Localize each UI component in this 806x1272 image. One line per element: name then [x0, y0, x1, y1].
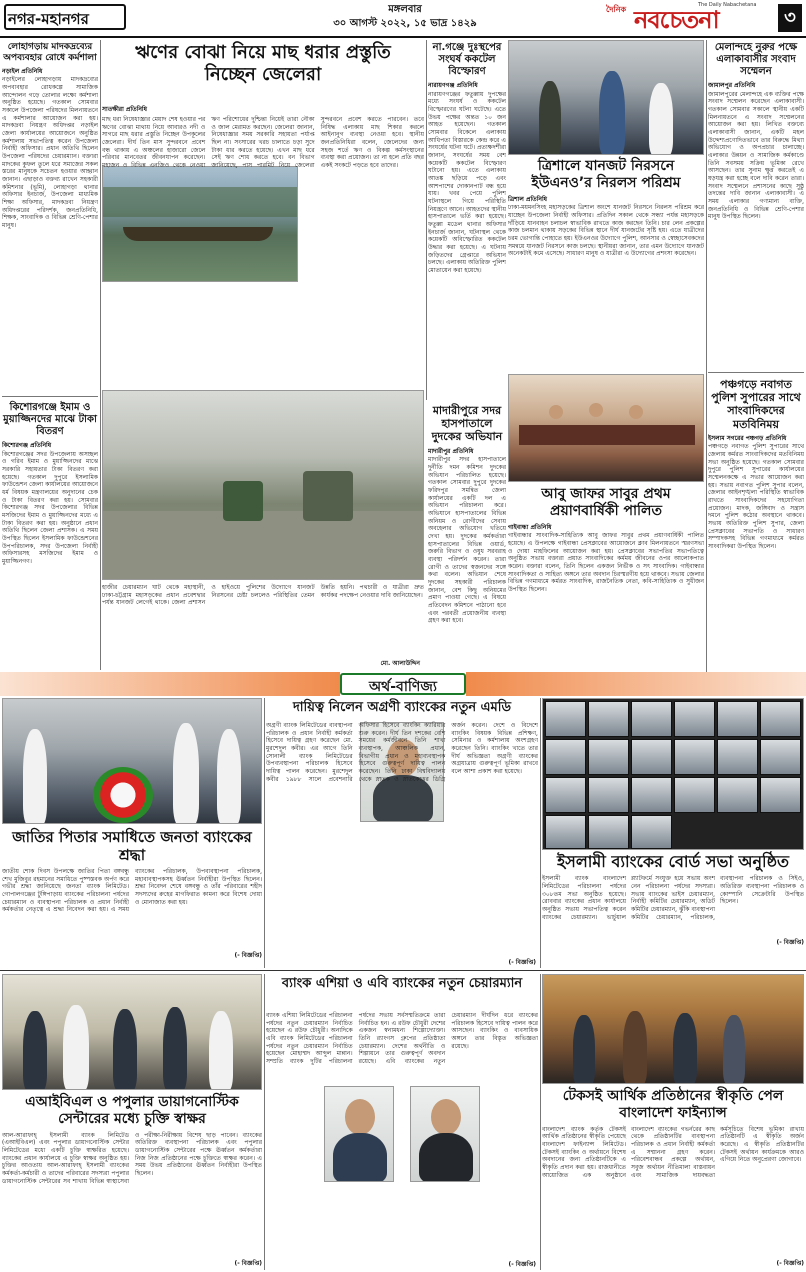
- story-body: [2, 68, 98, 230]
- reporter: মাদারীপুর প্রতিনিধি: [428, 447, 474, 455]
- story-janata: [2, 826, 262, 966]
- story-text: নারায়ণগঞ্জের ফতুল্লায় দুপক্ষের মধ্যে সংঘর্ষ ও ককটেল বিস্ফোরণের ঘটনা ঘটেছে। এতে উভয় পক্ষের অন্তত ১০ জন আহত হয়েছেন। গতকাল সোমবার বিকেলে এলাকায় আধিপত্য বিস্তারকে কেন্দ্র করে এ সংঘর্ষের ঘটনা ঘটে। প্রত্যক্ষদর্শীরা জানান, সংঘর্ষের সময় বেশ কয়েকটি ককটেল বিস্ফোরণ ঘটানো হয়। এতে এলাকায় আতঙ্ক ছড়িয়ে পড়ে এবং আশপাশের দোকানপাট বন্ধ হয়ে যায়। খবর পেয়ে পুলিশ ঘটনাস্থলে গিয়ে পরিস্থিতি নিয়ন্ত্রণে আনে। আহতদের স্থানীয় হাসপাতালে ভর্তি করা হয়েছে। ফতুল্লা মডেল থানার অফিসার ইনচার্জ জানান, ঘটনাস্থল থেকে কয়েকটি অবিস্ফোরিত ককটেল উদ্ধার করা হয়েছে। এ ঘটনায় জড়িতদের গ্রেপ্তারে অভিযান চলছে। এলাকায় অতিরিক্ত পুলিশ মোতায়েন করা হয়েছে।: [428, 90, 506, 275]
- story-melandah: [708, 40, 804, 370]
- reporter: জামালপুর প্রতিনিধি: [708, 82, 756, 89]
- reporter: নড়াইল প্রতিনিধি: [2, 67, 43, 75]
- masthead: [0, 0, 806, 38]
- column-divider: [100, 40, 101, 670]
- divider: [2, 396, 98, 397]
- story-abu-jafar: [508, 484, 704, 670]
- reporter: ত্রিশাল প্রতিনিধি: [508, 195, 548, 203]
- story-text: ইসলামী ব্যাংক বাংলাদেশ লিমিটেডের পরিচালনা পর্ষদের ৩০৮তম সভা অনুষ্ঠিত হয়েছে। রোববার ব্যাংকের প্রধান কার্যালয়ে অনুষ্ঠিত সভায় সভাপতিত্ব করেন ব্যাংকের চেয়ারম্যান। ভার্চুয়াল প্ল্যাটফর্মে সংযুক্ত হয়ে সভায় অংশ নেন পরিচালনা পর্ষদের সদস্যরা। সভায় ব্যাংকের ভাইস চেয়ারম্যান, নির্বাহী কমিটির চেয়ারম্যান, অডিট কমিটির চেয়ারম্যান, ঝুঁকি ব্যবস্থাপনা কমিটির চেয়ারম্যান, পরিচালক, ব্যবস্থাপনা পরিচালক ও সিইও, অতিরিক্ত ব্যবস্থাপনা পরিচালক ও কোম্পানি সেক্রেটারি উপস্থিত ছিলেন।: [542, 875, 804, 921]
- story-text: আল-আরাফাহ্ ইসলামী ব্যাংক লিমিটেড (এআইবিএল) এবং পপুলার ডায়াগনোস্টিক সেন্টার লিমিটেডের মধ্যে একটি চুক্তি স্বাক্ষরিত হয়েছে। ব্যাংকের প্রধান কার্যালয়ে এ চুক্তি স্বাক্ষর অনুষ্ঠিত হয়। চুক্তির আওতায় আল-আরাফাহ্ ইসলামী ব্যাংকের কর্মকর্তা-কর্মচারী ও তাদের পরিবারের সদস্যরা পপুলার ডায়াগনোস্টিক সেন্টারের সব শাখায় বিভিন্ন স্বাস্থ্যসেবা ও পরীক্ষা-নিরীক্ষায় বিশেষ ছাড় পাবেন। ব্যাংকের অতিরিক্ত ব্যবস্থাপনা পরিচালক এবং পপুলার ডায়াগনোস্টিক সেন্টারের পক্ষে ঊর্ধ্বতন কর্মকর্তারা নিজ নিজ প্রতিষ্ঠানের পক্ষে চুক্তিতে স্বাক্ষর করেন। এ সময় উভয় প্রতিষ্ঠানের ঊর্ধ্বতন নির্বাহীরা উপস্থিত ছিলেন।: [2, 1131, 262, 1185]
- story-islami: [542, 850, 804, 968]
- janata-wreath-photo: [2, 698, 262, 824]
- story-text: মাদারীপুর সদর হাসপাতালে দুর্নীতি দমন কমিশন দুদকের অভিযান পরিচালিত হয়েছে। গতকাল সোমবার দুপুরে দুদকের ফরিদপুর সমন্বিত জেলা কার্যালয়ের একটি দল এ অভিযান পরিচালনা করে। অভিযানে হাসপাতালের বিভিন্ন অনিয়ম ও রোগীদের সেবায় অবহেলার অভিযোগ খতিয়ে দেখা হয়। দুদকের কর্মকর্তারা হাসপাতালের বিভিন্ন ওয়ার্ড, জরুরি বিভাগ ও ওষুধ সরবরাহ ব্যবস্থা পরিদর্শন করেন। তারা রোগী ও তাদের স্বজনদের সঙ্গে কথা বলেন। অভিযান শেষে দুদকের সহকারী পরিচালক জানান, বেশ কিছু অনিয়মের প্রমাণ পাওয়া গেছে। এ বিষয়ে প্রতিবেদন কমিশনে পাঠানো হবে এবং পরবর্তী প্রয়োজনীয় ব্যবস্থা গ্রহণ করা হবে।: [428, 456, 506, 625]
- story-headline: কিশোরগঞ্জে ইমাম ও মুয়াজ্জিনদের মাঝে টাকা বিতরণ: [3, 402, 97, 437]
- memorial-meeting-photo: [508, 374, 704, 482]
- story-text: জাতীয় শোক দিবস উপলক্ষে জাতির পিতা বঙ্গবন্ধু শেখ মুজিবুর রহমানের সমাধিতে পুষ্পস্তবক অর্পণ করে গভীর শ্রদ্ধা জানিয়েছে জনতা ব্যাংক লিমিটেড। গোপালগঞ্জের টুঙ্গিপাড়ায় ব্যাংকের পরিচালনা পর্ষদের চেয়ারম্যান ও ব্যবস্থাপনা পরিচালক ও প্রধান নির্বাহী কর্মকর্তার নেতৃত্বে এ শ্রদ্ধা নিবেদন করা হয়। এ সময় ব্যাংকের পরিচালক, উপব্যবস্থাপনা পরিচালক, মহাব্যবস্থাপকসহ ঊর্ধ্বতন নির্বাহীরা উপস্থিত ছিলেন। শ্রদ্ধা নিবেদন শেষে বঙ্গবন্ধু ও তাঁর পরিবারের শহীদ সদস্যদের রুহের মাগফিরাত কামনা করে বিশেষ দোয়া ও মোনাজাত করা হয়।: [2, 868, 262, 914]
- section-title: নগর-মহানগর: [8, 10, 89, 28]
- business-banner: [0, 672, 806, 696]
- column-divider: [706, 40, 707, 672]
- banner-title: অর্থ-বাণিজ্য: [369, 679, 437, 695]
- bd-finance-award-photo: [542, 974, 804, 1084]
- story-panchagarh: [708, 376, 804, 672]
- story-madaripur: [428, 402, 506, 670]
- press-release: (- বিজ্ঞপ্তি): [776, 1259, 804, 1267]
- divider: [708, 372, 804, 373]
- story-headline: ব্যাংক এশিয়া ও এবি ব্যাংকের নতুন চেয়ারম্যান: [281, 976, 523, 991]
- story-body: [508, 196, 704, 258]
- story-headline: ইসলামী ব্যাংকের বোর্ড সভা অনুষ্ঠিত: [556, 852, 790, 871]
- column-divider: [540, 974, 541, 1270]
- press-release: (- বিজ্ঞপ্তি): [508, 1261, 536, 1268]
- reporter: ইসলাম সগরের পঞ্চগড় প্রতিনিধি: [708, 434, 787, 442]
- story-headline: জাতির পিতার সমাধিতে জনতা ব্যাংকের শ্রদ্ধা: [12, 828, 252, 864]
- story-body: [708, 435, 804, 551]
- story-headline: ঋণের বোঝা নিয়ে মাছ ধরার প্রস্তুতি নিচ্ছেন জেলেরা: [135, 42, 391, 85]
- aibl-agreement-photo: [2, 974, 262, 1090]
- story-aibl: [2, 1092, 262, 1270]
- reporter: কিশোরগঞ্জ প্রতিনিধি: [2, 442, 52, 449]
- divider: [0, 970, 806, 971]
- column-divider: [264, 698, 265, 968]
- story-fishermen: [102, 40, 424, 670]
- story-agrani: [266, 698, 538, 968]
- story-headline: লোহাগড়ায় মাদকদ্রব্যের অপব্যবহার রোধে কর্মশালা: [3, 42, 97, 63]
- story-headline: এআইবিএল ও পপুলার ডায়াগনোস্টিক সেন্টারের মধ্যে চুক্তি স্বাক্ষর: [25, 1094, 239, 1127]
- column-divider: [540, 698, 541, 968]
- story-body: [428, 448, 506, 625]
- story-headline: মাদারীপুরে সদর হাসপাতালে দুদকের অভিযান: [431, 404, 503, 444]
- trishal-traffic-photo: [508, 40, 704, 155]
- logo-small-text: দৈনিক: [606, 5, 627, 14]
- story-bd-finance: [542, 1086, 804, 1270]
- story-text: অগ্রণী ব্যাংক লিমিটেডের ব্যবস্থাপনা পরিচালক ও প্রধান নির্বাহী কর্মকর্তা হিসেবে দায়িত্ব গ্রহণ করেছেন মো. মুরশেদুল কবীর। এর আগে তিনি সোনালী ব্যাংক লিমিটেডের উপব্যবস্থাপনা পরিচালক হিসেবে দায়িত্ব পালন করেছেন। মুরশেদুল কবীর ১৯৮৮ সালে প্রবেশনারি অফিসার হিসেবে ব্যাংকিং ক্যারিয়ার শুরু করেন। দীর্ঘ তিন দশকের বেশি সময়ের কর্মজীবনে তিনি শাখা ব্যবস্থাপক, আঞ্চলিক প্রধান, বিভাগীয় প্রধান ও মহাব্যবস্থাপক হিসেবে গুরুত্বপূর্ণ দায়িত্ব পালন করেছেন। তিনি ঢাকা বিশ্ববিদ্যালয় থেকে স্নাতক ও স্নাতকোত্তর ডিগ্রি অর্জন করেন। দেশে ও বিদেশে ব্যাংকিং বিষয়ক বিভিন্ন প্রশিক্ষণ, সেমিনার ও কর্মশালায় অংশগ্রহণ করেছেন তিনি। ব্যাংকিং খাতে তার দীর্ঘ অভিজ্ঞতা অগ্রণী ব্যাংকের অগ্রযাত্রায় গুরুত্বপূর্ণ ভূমিকা রাখবে বলে আশা প্রকাশ করা হয়েছে।: [266, 722, 538, 783]
- day: মঙ্গলবার: [388, 4, 422, 15]
- story-body: [2, 442, 98, 566]
- story-headline: টেকসই আর্থিক প্রতিষ্ঠানের স্বীকৃতি পেল বাংলাদেশ ফাইন্যান্স: [562, 1088, 784, 1121]
- story-text: জামালপুরের মেলান্দহে এক ব্যক্তির পক্ষে সংবাদ সম্মেলন করেছেন এলাকাবাসী। গতকাল সোমবার সকালে স্থানীয় একটি মিলনায়তনে এ সংবাদ সম্মেলনের আয়োজন করা হয়। লিখিত বক্তব্যে এলাকাবাসী জানান, একটি মহল উদ্দেশ্যপ্রণোদিতভাবে তার বিরুদ্ধে মিথ্যা অভিযোগ ও অপপ্রচার চালাচ্ছে। এলাকার উন্নয়ন ও সামাজিক কর্মকাণ্ডে তিনি সবসময় সক্রিয় ভূমিকা রেখে আসছেন। তার সুনাম ক্ষুণ্ণ করতেই এ ষড়যন্ত্র করা হচ্ছে বলে দাবি করেন তারা। সংবাদ সম্মেলনে প্রশাসনের কাছে সুষ্ঠু তদন্তের দাবি জানান এলাকাবাসী। এ সময় এলাকার গণ্যমান্য ব্যক্তি, জনপ্রতিনিধি ও বিভিন্ন শ্রেণি-পেশার মানুষ উপস্থিত ছিলেন।: [708, 90, 804, 221]
- logo-text: নবচেতনা: [634, 6, 719, 34]
- date: ৩০ আগস্ট ২০২২, ১৫ ভাদ্র ১৪২৯: [333, 18, 477, 29]
- page-number: ৩: [778, 4, 802, 32]
- column-divider: [264, 974, 265, 1270]
- story-text: নড়াইলের লোহাগড়ায় মাদকদ্রব্যের অপব্যবহার রোধকল্পে সামাজিক আন্দোলন গড়ে তোলার লক্ষ্যে কর্মশালা অনুষ্ঠিত হয়েছে। গতকাল সোমবার সকালে উপজেলা পরিষদের মিলনায়তনে এ কর্মশালার আয়োজন করা হয়। মাদকদ্রব্য নিয়ন্ত্রণ অধিদপ্তর নড়াইল জেলা কার্যালয়ের আয়োজনে অনুষ্ঠিত কর্মশালায় সভাপতিত্ব করেন উপজেলা নির্বাহী অফিসার। প্রধান অতিথি ছিলেন উপজেলা পরিষদের চেয়ারম্যান। বক্তারা মাদকের কুফল তুলে ধরে সমাজের সকল স্তরের মানুষকে সচেতন হওয়ার আহ্বান জানান। এছাড়াও বক্তব্য রাখেন সহকারী কমিশনার (ভূমি), লোহাগড়া থানার অফিসার ইনচার্জ, উপজেলা মাধ্যমিক শিক্ষা অফিসার, মাদকদ্রব্য নিয়ন্ত্রণ অধিদপ্তরের পরিদর্শক, জনপ্রতিনিধি, শিক্ষক, সাংবাদিক ও বিভিন্ন শ্রেণি-পেশার মানুষ।: [2, 76, 98, 230]
- story-text: ব্যাংক এশিয়া লিমিটেডের পরিচালনা পর্ষদের নতুন চেয়ারম্যান নির্বাচিত হয়েছেন এ রউফ চৌধুরী। অন্যদিকে এবি ব্যাংক লিমিটেডের পরিচালনা পর্ষদের নতুন চেয়ারম্যান নির্বাচিত হয়েছেন মোহাম্মদ আব্দুল মান্নান। সম্প্রতি ব্যাংক দুটির পরিচালনা পর্ষদের সভায় সর্বসম্মতিক্রমে তারা নির্বাচিত হন। এ রউফ চৌধুরী দেশের একজন স্বনামধন্য শিল্পোদ্যোক্তা। তিনি র‍্যাংগস গ্রুপের প্রতিষ্ঠাতা চেয়ারম্যান। দেশের অর্থনীতি ও শিল্পায়নে তার গুরুত্বপূর্ণ অবদান রয়েছে। এবি ব্যাংকের নতুন চেয়ারম্যান দীর্ঘদিন ধরে ব্যাংকের পরিচালক হিসেবে দায়িত্ব পালন করে আসছেন। ব্যাংকিং ও ব্যবসায়িক অঙ্গনে তার বিস্তৃত অভিজ্ঞতা রয়েছে।: [266, 1012, 538, 1066]
- story-body: [508, 524, 704, 594]
- story-text: কিশোরগঞ্জের সদর উপজেলায় অসচ্ছল ও গরিব ইমাম ও মুয়াজ্জিনদের মাঝে সরকারি সহায়তার টাকা বিতরণ করা হয়েছে। গতকাল দুপুরে ইসলামিক ফাউন্ডেশন জেলা কার্যালয়ের আয়োজনে ধর্ম বিষয়ক মন্ত্রণালয়ের অনুদানের চেক ও টাকা বিতরণ করা হয়। সোমবার কিশোরগঞ্জ সদর উপজেলার বিভিন্ন মসজিদের ইমাম ও মুয়াজ্জিনদের মধ্যে এ টাকা বিতরণ করা হয়। অনুষ্ঠানে প্রধান অতিথি ছিলেন জেলা প্রশাসক। এ সময় উপস্থিত ছিলেন ইসলামিক ফাউন্ডেশনের উপপরিচালক, সদর উপজেলা নির্বাহী অফিসারসহ মসজিদের ইমাম ও মুয়াজ্জিনগণ।: [2, 450, 98, 566]
- press-release: (- বিজ্ঞপ্তি): [508, 959, 536, 966]
- story-headline: মেলান্দহে নুরুর পক্ষে এলাকাবাসীর সংবাদ সম্মেলন: [714, 42, 798, 77]
- reporter: গাইবান্ধা প্রতিনিধি: [508, 523, 552, 531]
- press-release: (- বিজ্ঞপ্তি): [776, 939, 804, 947]
- story-headline: দায়িত্ব নিলেন অগ্রণী ব্যাংকের নতুন এমডি: [292, 700, 512, 715]
- story-trishal: [508, 156, 704, 372]
- story-text: গাইবান্ধার সাংবাদিক-সাহিত্যিক আবু জাফর সাবুর প্রথম প্রয়াণবার্ষিকী পালিত হয়েছে। এ উপলক্ষে গাইবান্ধা প্রেসক্লাবের আয়োজনে ক্লাব মিলনায়তনে স্মরণসভা ও দোয়া মাহফিলের আয়োজন করা হয়। প্রেসক্লাবের সভাপতির সভাপতিত্বে অনুষ্ঠিত সভায় বক্তারা প্রয়াত সাংবাদিকের কর্মময় জীবনের ওপর আলোকপাত করেন। বক্তারা বলেন, তিনি ছিলেন একজন নির্ভীক ও সৎ সাংবাদিক। গাইবান্ধার সাংবাদিকতা ও সাহিত্য অঙ্গনে তার অবদান চিরস্মরণীয় হয়ে থাকবে। সভায় জেলার বিভিন্ন গণমাধ্যমে কর্মরত সাংবাদিক, রাজনৈতিক নেতা, কবি-সাহিত্যিক ও সুধীজন উপস্থিত ছিলেন।: [508, 532, 704, 593]
- logo: [606, 2, 774, 34]
- story-text: পঞ্চগড়ে নবাগত পুলিশ সুপারের সাথে জেলায় কর্মরত সাংবাদিকদের মতবিনিময় সভা অনুষ্ঠিত হয়েছে। গতকাল সোমবার দুপুরে পুলিশ সুপারের কার্যালয়ের সম্মেলনকক্ষে এ সভার আয়োজন করা হয়। সভায় নবাগত পুলিশ সুপার বলেন, জেলার আইনশৃঙ্খলা পরিস্থিতি স্বাভাবিক রাখতে সাংবাদিকদের সহযোগিতা প্রয়োজন। মাদক, জঙ্গিবাদ ও সন্ত্রাস দমনে পুলিশ কঠোর অবস্থানে থাকবে। সভায় অতিরিক্ত পুলিশ সুপার, জেলা প্রেসক্লাবের সভাপতি ও সাধারণ সম্পাদকসহ বিভিন্ন গণমাধ্যমে কর্মরত সাংবাদিকরা উপস্থিত ছিলেন।: [708, 443, 804, 551]
- story-headline: ত্রিশালে যানজট নিরসনে ইউএনও’র নিরলস পরিশ্রম: [531, 158, 681, 191]
- press-release: (- বিজ্ঞপ্তি): [234, 952, 262, 959]
- story-body: [428, 82, 506, 275]
- press-release: (- বিজ্ঞপ্তি): [234, 1259, 262, 1267]
- story-text: ঢাকা-ময়মনসিংহ মহাসড়কের ত্রিশাল অংশে যানজট নিরসনে নিরলস পরিশ্রম করে যাচ্ছেন উপজেলা নির্বাহী অফিসার। প্রতিদিন সকাল থেকে সন্ধ্যা পর্যন্ত মহাসড়কে দাঁড়িয়ে যানবাহন চলাচল স্বাভাবিক রাখতে কাজ করছেন তিনি। চার লেন প্রকল্পের কাজ চলমান থাকায় সড়কের বিভিন্ন স্থানে দীর্ঘ যানজটের সৃষ্টি হয়। এতে যাত্রীদের চরম ভোগান্তি পোহাতে হয়। ইউএনওর উদ্যোগে পুলিশ, আনসার ও স্বেচ্ছাসেবকদের সমন্বয়ে যানজট নিরসনে কাজ চলছে। স্থানীয়রা জানান, তার এমন উদ্যোগে যানজট অনেকটাই কমে এসেছে। সাধারণ মানুষ ও যাত্রীরা এ উদ্যোগের প্রশংসা করেছেন।: [508, 204, 704, 258]
- reporter: সাতক্ষীরা প্রতিনিধি: [102, 106, 147, 113]
- story-narayanganj: [428, 40, 506, 400]
- story-headline: পঞ্চগড়ে নবাগত পুলিশ সুপারের সাথে সাংবাদিকদের মতবিনিময়: [711, 378, 801, 431]
- story-lohagara: [2, 40, 98, 395]
- traffic-street-photo: [102, 390, 424, 580]
- story-continuation: হাজীর চেয়ারম্যান ঘাট থেকে মহাস্থানী, ঢাকা-চট্টগ্রাম মহাসড়কের প্রধান প্রবেশদ্বার পর্যন্ত যানজট লেগেই থাকে। জেলা প্রশাসন ও হাইওয়ে পুলিশের উদ্যোগে যানজট নিরসনের চেষ্টা চললেও পরিস্থিতির তেমন উন্নতি হয়নি। পথচারী ও যাত্রীরা দ্রুত কার্যকর পদক্ষেপ নেওয়ার দাবি জানিয়েছেন।: [102, 584, 424, 607]
- column-divider: [426, 40, 427, 400]
- story-text: বাংলাদেশ ব্যাংক কর্তৃক টেকসই আর্থিক প্রতিষ্ঠানের স্বীকৃতি পেয়েছে বাংলাদেশ ফাইন্যান্স লিমিটেড। টেকসই ব্যাংকিং ও অর্থায়নে বিশেষ অবদানের জন্য প্রতিষ্ঠানটিকে এ স্বীকৃতি প্রদান করা হয়। রাজধানীতে আয়োজিত এক অনুষ্ঠানে বাংলাদেশ ব্যাংকের গভর্নরের কাছ থেকে প্রতিষ্ঠানটির ব্যবস্থাপনা পরিচালক ও প্রধান নির্বাহী কর্মকর্তা এ সম্মাননা গ্রহণ করেন। পরিবেশবান্ধব প্রকল্পে অর্থায়ন, সবুজ অর্থায়ন নীতিমালা বাস্তবায়ন এবং সামাজিক দায়বদ্ধতা কর্মসূচিতে বিশেষ ভূমিকা রাখায় প্রতিষ্ঠানটি এ স্বীকৃতি অর্জন করেছে। এ স্বীকৃতি প্রতিষ্ঠানটির টেকসই অর্থায়ন কার্যক্রমকে আরও এগিয়ে নিতে অনুপ্রেরণা জোগাবে।: [542, 1125, 804, 1179]
- reporter: নারায়ণগঞ্জ প্রতিনিধি: [428, 82, 478, 89]
- byline: মো. আলাউদ্দিন: [380, 660, 420, 667]
- islami-virtual-board-photo: [542, 698, 804, 850]
- story-body: [708, 82, 804, 221]
- masthead-rule: [0, 36, 806, 38]
- story-text: মাছ ধরা নিষেধাজ্ঞার মেয়াদ শেষ হওয়ার পর ঋণের বোঝা মাথায় নিয়ে আবারও নদী ও সাগরে মাছ ধরার প্রস্তুতি নিচ্ছেন উপকূলের জেলেরা। দীর্ঘ তিন মাস সুন্দরবনে প্রবেশ বন্ধ থাকায় এ অঞ্চলের হাজারো জেলে পরিবার মানবেতর জীবনযাপন করেছেন। মহাজন ও বিভিন্ন এনজিও থেকে নেওয়া ঋণ পরিশোধের দুশ্চিন্তা নিয়েই তারা নৌকা ও জাল মেরামত করছেন। জেলেরা জানান, নিষেধাজ্ঞার সময় সরকারি সহায়তা পর্যাপ্ত ছিল না। সংসারের খরচ চালাতে চড়া সুদে টাকা ধার করতে হয়েছে। এখন মাছ ধরে সেই ঋণ শোধ করতে হবে। বন বিভাগ জানিয়েছে, পাস পারমিট নিয়ে জেলেরা সুন্দরবনে প্রবেশ করতে পারবেন। তবে নিষিদ্ধ এলাকায় মাছ শিকার করলে আইনানুগ ব্যবস্থা নেওয়া হবে। স্থানীয় জনপ্রতিনিধিরা বলেন, জেলেদের জন্য সহজ শর্তে ঋণ ও বিকল্প কর্মসংস্থানের ব্যবস্থা করা প্রয়োজন। তা না হলে প্রতি বছর একই সংকটে পড়তে হবে তাদের।: [102, 116, 424, 170]
- story-headline: আবু জাফর সাবুর প্রথম প্রয়াণবার্ষিকী পালিত: [541, 486, 671, 519]
- story-headline: না.গঞ্জে দুঃস্থপের সংঘর্ষ ককটেল বিস্ফোরণ: [432, 42, 502, 77]
- logo-english: The Daily Nabachetana: [698, 2, 757, 8]
- story-bank-asia: [266, 974, 538, 1270]
